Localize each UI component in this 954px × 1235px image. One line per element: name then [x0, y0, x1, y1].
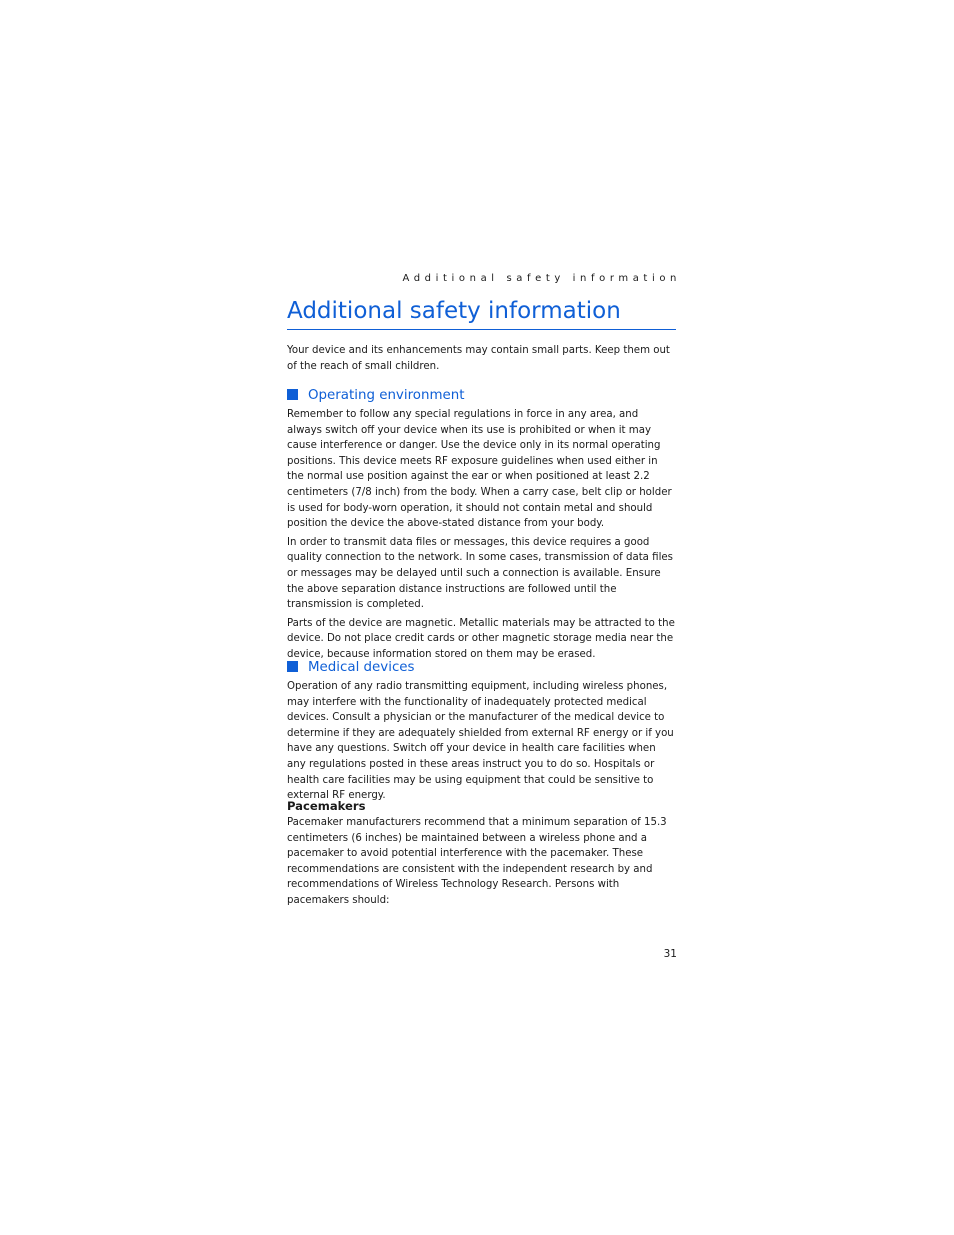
- paragraph: Pacemaker manufacturers recommend that a minimum separation of 15.3 centimeters (6 inches) be maintained between a wireless phone and a pacemaker to avoid potential interference with the pacemaker. These recommendations are consistent with the independent research by and recommendations of Wireless Technology Research. Persons with pacemakers should:: [287, 817, 667, 906]
- page-title: Additional safety information: [287, 296, 676, 330]
- section-bullet-icon: [287, 661, 298, 672]
- subheading-pacemakers: Pacemakers: [287, 799, 366, 813]
- section-heading-medical-devices: [287, 659, 415, 677]
- section-heading-operating-environment: [287, 387, 464, 405]
- intro-block: [287, 343, 676, 374]
- medical-devices-body: [287, 679, 676, 804]
- section-bullet-icon: [287, 389, 298, 400]
- intro-paragraph: Your device and its enhancements may contain small parts. Keep them out of the reach of small children.: [287, 345, 670, 372]
- paragraph: In order to transmit data files or messages, this device requires a good quality connection to the network. In some cases, transmission of data files or messages may be delayed until such a connection is available. Ensure the above separation distance instructions are followed until the transmission is completed.: [287, 536, 673, 611]
- paragraph: Operation of any radio transmitting equipment, including wireless phones, may interfere with the functionality of inadequately protected medical devices. Consult a physician or the manufacturer of the medical device to determine if they are adequately shielded from external RF energy or if you have any questions. Switch off your device in health care facilities when any regulations posted in these areas instruct you to do so. Hospitals or health care facilities may be using equipment that could be sensitive to external RF energy.: [287, 681, 674, 802]
- section-heading-label: Operating environment: [308, 388, 465, 403]
- paragraph: Parts of the device are magnetic. Metallic materials may be attracted to the device. Do not place credit cards or other magnetic storage media near the device, because information stored on them may be erased.: [287, 617, 675, 660]
- pacemakers-body: [287, 815, 676, 909]
- section-heading-label: Medical devices: [308, 660, 415, 675]
- operating-environment-body: [287, 407, 676, 663]
- paragraph: Remember to follow any special regulations in force in any area, and always switch off your device when its use is prohibited or when it may cause interference or danger. Use the device only in its normal operating positions. This device meets RF exposure guidelines when used either in the normal use position against the ear or when positioned at least 2.2 centimeters (7/8 inch) from the body. When a carry case, belt clip or holder is used for body-worn operation, it should not contain metal and should position the device the above-stated distance from your body.: [287, 409, 672, 530]
- page-number: 31: [663, 948, 677, 960]
- running-header: Additional safety information: [402, 273, 681, 284]
